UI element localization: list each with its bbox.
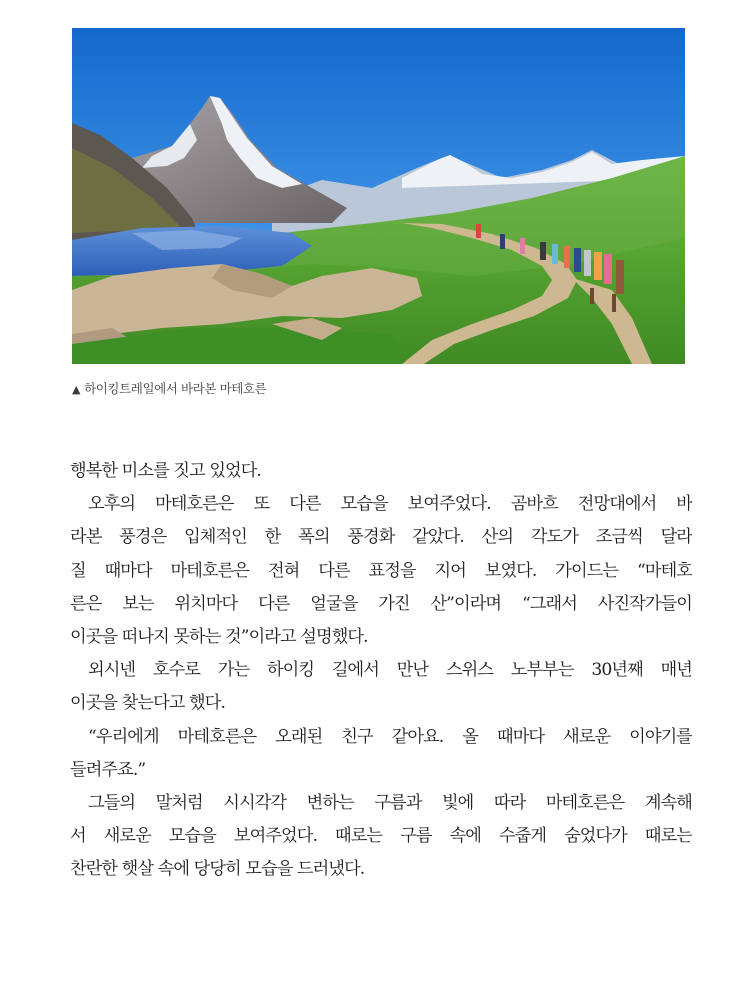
text-line: 른은 보는 위치마다 다른 얼굴을 가진 산”이라며 “그래서 사진작가들이 (70, 593, 692, 614)
caption-text: 하이킹트레일에서 바라본 마테호른 (84, 381, 267, 396)
text-line: 이곳을 찾는다고 했다. (70, 693, 226, 714)
matterhorn-photo (72, 28, 685, 364)
text-line: 라본 풍경은 입체적인 한 폭의 풍경화 같았다. 산의 각도가 조금씩 달라 (70, 527, 692, 548)
text-line: 오후의 마테호른은 또 다른 모습을 보여주었다. 곰바흐 전망대에서 바 (88, 494, 692, 515)
text-line: 외시넨 호수로 가는 하이킹 길에서 만난 스위스 노부부는 30년째 매년 (88, 660, 692, 681)
photo-caption (72, 379, 266, 397)
text-line: 찬란한 햇살 속에 당당히 모습을 드러냈다. (70, 859, 365, 880)
text-line: “우리에게 마테호른은 오래된 친구 같아요. 올 때마다 새로운 이야기를 (88, 726, 692, 747)
text-line: 그들의 말처럼 시시각각 변하는 구름과 빛에 따라 마테호른은 계속해 (88, 792, 692, 813)
text-line: 이곳을 떠나지 못하는 것”이라고 설명했다. (70, 626, 368, 647)
text-line: 질 때마다 마테호른은 전혀 다른 표정을 지어 보였다. 가이드는 “마테호 (70, 560, 692, 581)
text-line: 행복한 미소를 짓고 있었다. (70, 461, 261, 481)
text-line: 들려주죠.” (70, 759, 146, 780)
photo-scene (72, 28, 685, 364)
article-body (70, 455, 692, 886)
triangle-marker-icon: ▲ (72, 383, 81, 396)
text-line: 서 새로운 모습을 보여주었다. 때로는 구름 속에 수줍게 숨었다가 때로는 (70, 826, 692, 847)
